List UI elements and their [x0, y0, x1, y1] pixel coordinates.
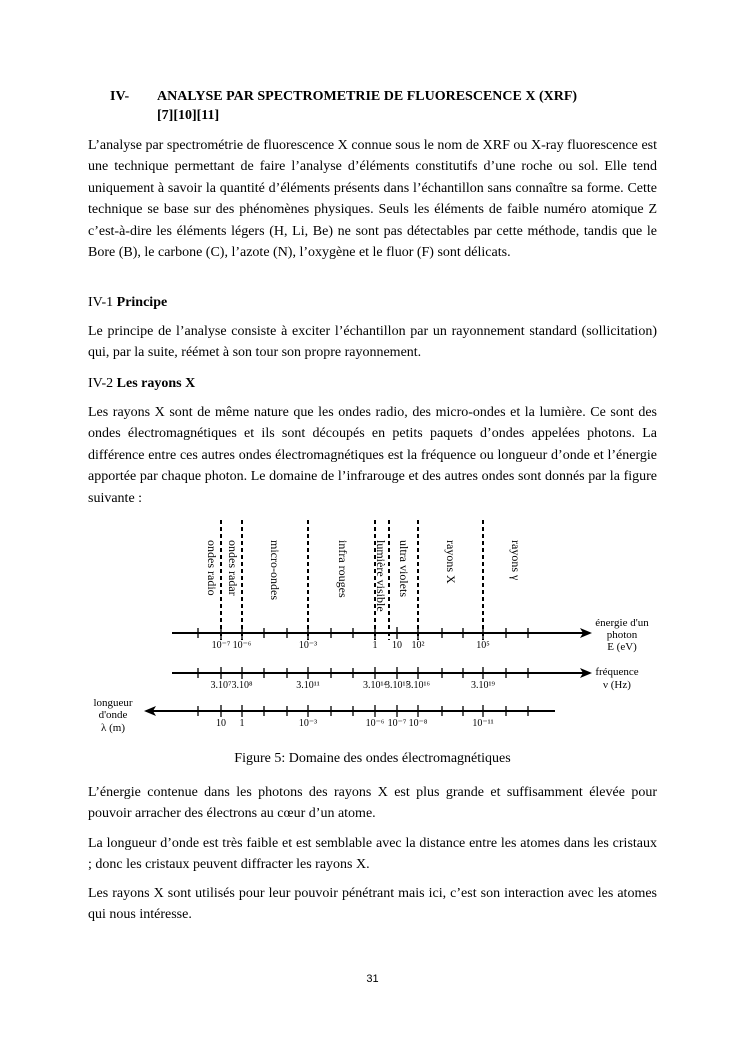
paragraph-intro: L’analyse par spectrométrie de fluorescence X connue sous le nom de XRF ou X-ray fluorescence est une technique permettant de faire l’analyse d’éléments constitutifs d’une roche ou sol. Elle tend uniquement à savoir la quantité d’éléments présents dans l’échantillon sans connaître sa forme. Cette technique se base sur des phénomènes physiques. Seuls les éléments de faible numéro atomique Z c’est-à-dire les éléments légers (H, Li, Be) ne sont pas détectables par cette méthode, tandis que le Bore (B), le carbone (C), l’azote (N), l’oxygène et le fluor (F) sont délicats. — [88, 138, 657, 261]
paragraph-energy: L’énergie contenue dans les photons des rayons X est plus grande et suffisamment élevée pour pouvoir arracher des électrons au cœur d’un atome. — [88, 785, 657, 822]
tick-label: 10⁻⁷ — [211, 640, 231, 651]
wavelength-axis-label: d'onde — [98, 709, 128, 721]
page-number: 31 — [366, 973, 379, 985]
figure-caption: Figure 5: Domaine des ondes électromagnétiques — [234, 751, 511, 766]
tick-label: 1 — [372, 640, 378, 651]
domain-label: lumière visible — [374, 540, 388, 612]
tick-label: 1 — [239, 718, 245, 729]
tick-label: 10 — [392, 640, 402, 651]
tick-label: 3.10⁸ — [231, 680, 253, 691]
subheading-title: Principe — [116, 295, 168, 310]
tick-label: 10 — [216, 718, 226, 729]
subheading-number: IV-2 — [88, 376, 117, 391]
tick-label: 3.10¹¹ — [296, 680, 320, 691]
frequency-axis-label: fréquence — [595, 666, 639, 678]
tick-label: 3.10¹⁵ — [385, 680, 409, 691]
tick-label: 10⁻⁶ — [365, 718, 385, 729]
tick-label: 3.10¹⁹ — [471, 680, 495, 691]
subheading-title: Les rayons X — [116, 376, 196, 391]
paragraph-principe: Le principe de l’analyse consiste à exciter l’échantillon par un rayonnement standard (sollicitation) qui, par la suite, réémet à son tour son propre rayonnement. — [88, 324, 657, 361]
domain-label: ultra violets — [397, 540, 411, 597]
tick-label: 10⁻⁸ — [408, 718, 428, 729]
tick-label: 3.10¹⁶ — [406, 680, 430, 691]
energy-axis-label: photon — [606, 629, 638, 641]
energy-axis-label: énergie d'un — [595, 617, 649, 629]
paragraph-rayons-x: Les rayons X sont de même nature que les ondes radio, des micro-ondes et la lumière. Ce sont des ondes électromagnétiques et ils sont découpés en petits paquets d’ondes appelées photons. La différence entre ces autres ondes électromagnétiques est la fréquence ou longueur d’onde et l’énergie apportée par chaque photon. Le domaine de l’infrarouge et des autres ondes sont donnés par la figure suivante : — [88, 405, 657, 506]
tick-label: 3.10¹⁴ — [363, 680, 387, 691]
wavelength-axis-label: longueur — [93, 697, 133, 709]
domain-label: infra rouges — [336, 540, 350, 598]
paragraph-usage: Les rayons X sont utilisés pour leur pouvoir pénétrant mais ici, c’est son interaction avec les atomes qui nous intéresse. — [88, 886, 657, 923]
wavelength-axis-unit: λ (m) — [101, 722, 125, 734]
domain-label: micro-ondes — [268, 540, 282, 600]
tick-label: 10⁻¹¹ — [472, 718, 494, 729]
domain-label: ondes radio — [205, 540, 219, 596]
energy-axis-unit: E (eV) — [607, 641, 637, 653]
tick-label: 10² — [411, 640, 425, 651]
subheading-number: IV-1 — [88, 295, 117, 310]
heading-refs: [7][10][11] — [157, 108, 220, 123]
tick-label: 10⁻³ — [298, 640, 318, 651]
heading-title: ANALYSE PAR SPECTROMETRIE DE FLUORESCENCE X (XRF) — [157, 89, 578, 104]
tick-label: 10⁻³ — [298, 718, 318, 729]
heading-number: IV- — [110, 89, 130, 104]
paragraph-wavelength: La longueur d’onde est très faible et est semblable avec la distance entre les atomes dans les cristaux ; donc les cristaux peuvent diffracter les rayons X. — [88, 836, 657, 873]
tick-label: 10⁻⁶ — [232, 640, 252, 651]
tick-label: 3.10⁷ — [210, 680, 232, 691]
frequency-axis-unit: ν (Hz) — [603, 679, 631, 691]
domain-label: rayons X — [444, 540, 458, 584]
tick-label: 10⁵ — [476, 640, 490, 651]
domain-label: rayons γ — [509, 540, 523, 581]
domain-label: ondes radar — [226, 540, 240, 596]
tick-label: 10⁻⁷ — [387, 718, 407, 729]
